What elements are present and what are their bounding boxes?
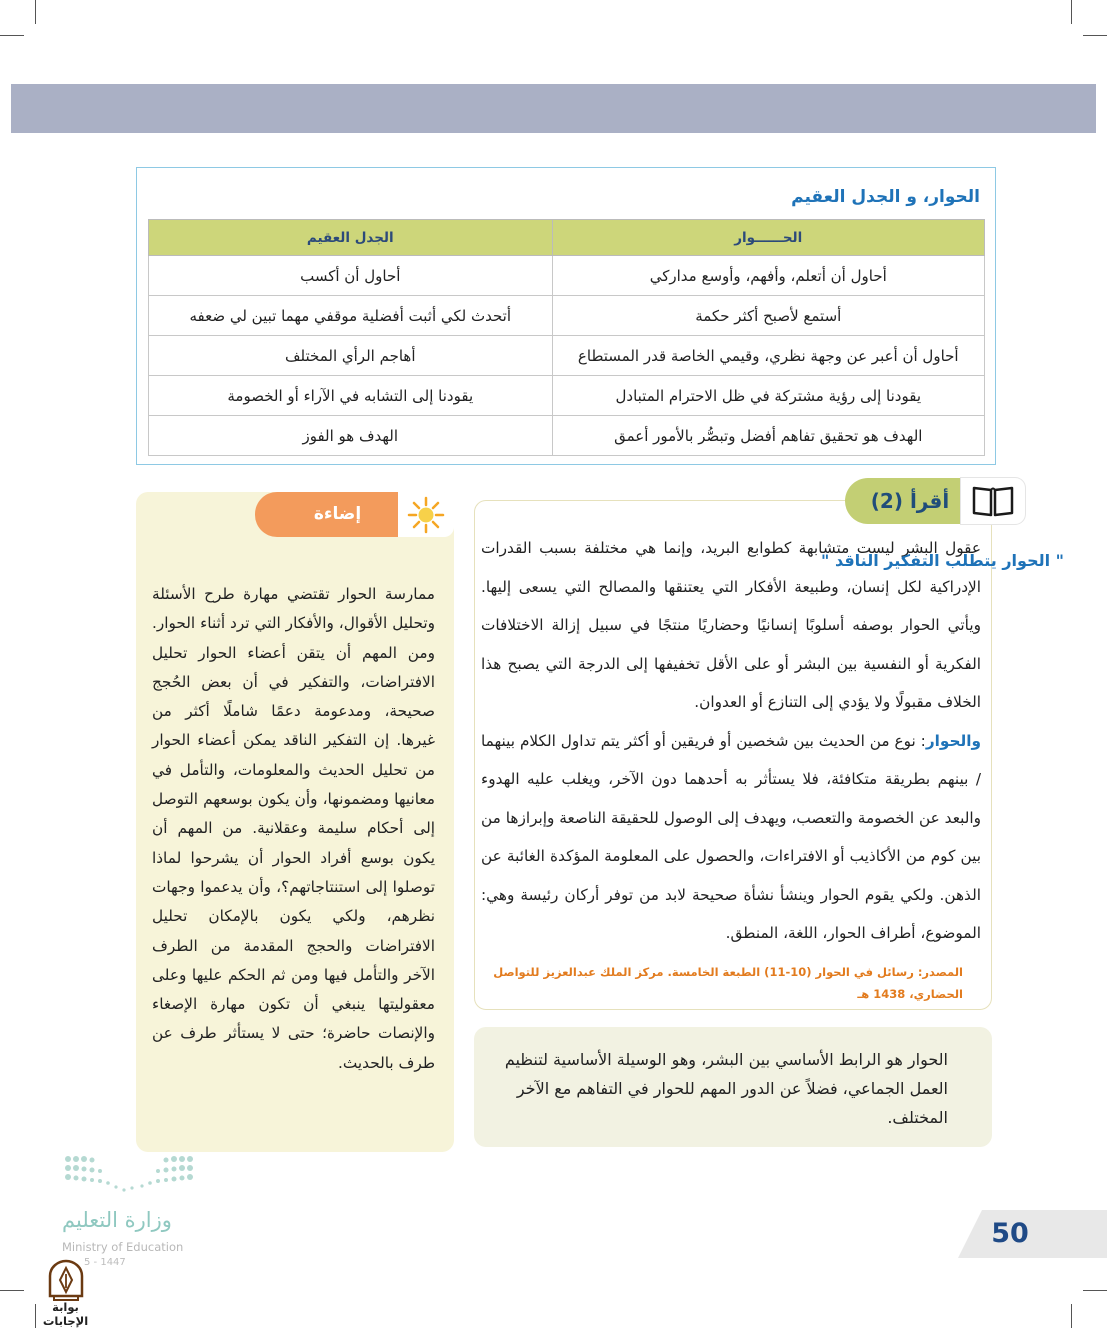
read-label: أقرأ (2) (870, 489, 950, 513)
table-cell: أحاول أن أعبر عن وجهة نظري، وقيمي الخاصة قدر المستطاع (552, 336, 984, 376)
comparison-box (136, 167, 996, 465)
crop-mark (0, 35, 24, 36)
pen-seal-icon (44, 1258, 88, 1302)
table-row (149, 416, 985, 456)
crop-mark (1083, 35, 1107, 36)
dialogue-term: والحوار (925, 731, 981, 750)
table-cell: أهاجم الرأي المختلف (149, 336, 553, 376)
ministry-name-arabic: وزارة التعليم (62, 1208, 172, 1232)
table-cell: أحاول أن أتعلم، وأفهم، وأوسع مداركي (552, 256, 984, 296)
read-badge (845, 478, 1030, 524)
highlight-label: إضاءة (313, 504, 362, 524)
read-paragraph-1: عقول البشر ليست متشابهة كطوابع البريد، وإنما هي مختلفة بسبب القدرات الإدراكية لكل إنسان، وطبيعة الأفكار التي يعتنقها والمصالح التي يسعى إليها. ويأتي الحوار بوصفه أسلوبًا إنسانيًا وحضاريًا منتجًا في سبيل إزالة الاختلافات الفكرية أو النفسية بين البشر أو على الأقل تخفيفها إلى الدرجة التي يصبح هذا الخلاف مقبولًا ولا يؤدي إلى التنازع أو العدوان. (481, 539, 981, 711)
sun-icon (398, 492, 454, 537)
table-cell: الهدف هو تحقيق تفاهم أفضل وتبصُّر بالأمور أعمق (552, 416, 984, 456)
comparison-table (148, 219, 985, 456)
read-paragraph-2: : نوع من الحديث بين شخصين أو فريقين أو أكثر يتم تداول الكلام بينهما / بينهم بطريقة متكافئة، فلا يستأثر به أحدهما دون الآخر، ويغلب عليه الهدوء والبعد عن الخصومة والتعصب، ويهدف إلى الوصول للحقيقة الناصعة وإبرازها من بين كوم من الأكاذيب أو الافتراءات، والحصول على المعلومة المؤكدة الغائبة عن الذهن. ولكي يقوم الحوار وينشأ نشأة صحيحة لابد من توفر أركان رئيسة وهي: الموضوع، أطراف الحوار، اللغة، المنطق. (481, 731, 981, 942)
column-header-dialogue: الحــــــوار (552, 220, 984, 256)
ministry-name-english: Ministry of Education (62, 1240, 184, 1254)
crop-mark (0, 1290, 24, 1291)
table-cell: يقودنا إلى رؤية مشتركة في ظل الاحترام المتبادل (552, 376, 984, 416)
watermark-label: بوابة الإجابات (42, 1300, 89, 1328)
page-number: 50 (991, 1218, 1029, 1249)
table-header-row (149, 220, 985, 256)
crop-mark (1071, 1304, 1072, 1328)
table-cell: أستمع لأصبح أكثر حكمة (552, 296, 984, 336)
table-cell: أحاول أن أكسب (149, 256, 553, 296)
table-row (149, 376, 985, 416)
source-citation: المصدر: رسائل في الحوار (10-11) الطبعة الخامسة. مركز الملك عبدالعزيز للتواصل الحضاري، 1438 هـ (493, 965, 963, 1001)
crop-mark (35, 0, 36, 24)
column-header-argument: الجدل العقيم (149, 220, 553, 256)
read-text (481, 529, 981, 953)
definition-box (474, 1027, 992, 1147)
table-row (149, 296, 985, 336)
comparison-title: الحوار، و الجدل العقيم (791, 187, 980, 207)
table-cell: يقودنا إلى التشابه في الآراء أو الخصومة (149, 376, 553, 416)
ministry-year: 5 - 1447 (84, 1257, 126, 1268)
table-row (149, 336, 985, 376)
highlight-heading: " الحوار يتطلب التفكير الناقد " (821, 551, 1064, 570)
definition-text: الحوار هو الرابط الأساسي بين البشر، وهو الوسيلة الأساسية لتنظيم العمل الجماعي، فضلاً عن الدور المهم للحوار في التفاهم مع الآخر المختلف. (504, 1050, 948, 1127)
open-book-icon (961, 478, 1025, 524)
crop-mark (1083, 1290, 1107, 1291)
header-band (11, 84, 1096, 133)
highlight-text: ممارسة الحوار تقتضي مهارة طرح الأسئلة وتحليل الأقوال، والأفكار التي ترد أثناء الحوار. ومن المهم أن يتقن أعضاء الحوار تحليل الافتراضات، والتفكير في أن بعض الحُجج صحيحة، ومدعومة دعمًا شاملًا أكثر من غيرها. إن التفكير الناقد يمكن أعضاء الحوار من تحليل الحديث والمعلومات، والتأمل في معانيها ومضمونها، وأن يكون بوسعهم التوصل إلى أحكام سليمة وعقلانية. من المهم أن يكون بوسع أفراد الحوار أن يشرحوا لماذا توصلوا إلى استنتاجاتهم؟، وأن يدعموا وجهات نظرهم، ولكي يكون بالإمكان تحليل الافتراضات والحجج المقدمة من الطرف الآخر والتأمل فيها ومن ثم الحكم عليها وعلى معقوليتها ينبغي أن تكون مهارة الإصغاء والإنصات حاضرة؛ حتى لا يستأثر طرف عن طرف بالحديث. (152, 585, 435, 1072)
table-row (149, 256, 985, 296)
table-cell: أتحدث لكي أثبت أفضلية موقفي مهما تبين لي ضعفه (149, 296, 553, 336)
read-box (474, 500, 992, 1010)
crop-mark (1071, 0, 1072, 24)
ministry-logo-dots (62, 1153, 197, 1199)
table-cell: الهدف هو الفوز (149, 416, 553, 456)
